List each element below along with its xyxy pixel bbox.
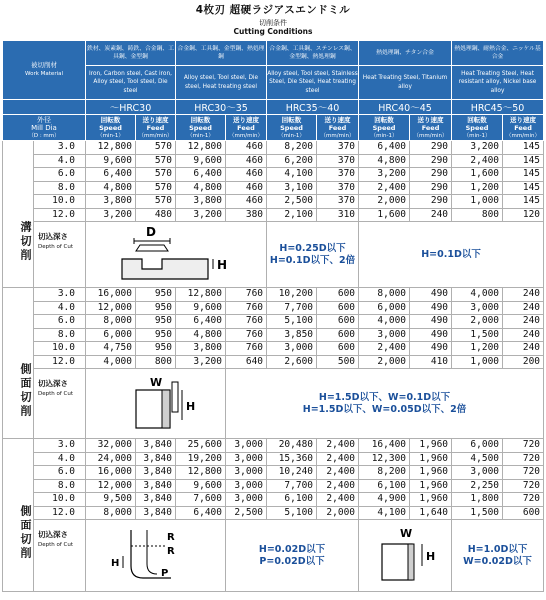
speed-cell: 2,600: [267, 355, 317, 369]
depth-of-cut-label: 切込深さ Depth of Cut: [34, 520, 86, 592]
speed-cell: 10,240: [267, 466, 317, 480]
speed-cell: 3,000: [359, 328, 410, 342]
table-row: [3, 315, 544, 329]
speed-cell: 6,200: [267, 154, 317, 168]
section-label: 溝切削: [3, 141, 34, 288]
speed-cell: 2,000: [452, 315, 503, 329]
feed-cell: 1,960: [410, 439, 452, 453]
feed-cell: 145: [503, 181, 544, 195]
depth-of-cut-label: 切込深さ Depth of Cut: [34, 222, 86, 288]
feed-cell: 1,960: [410, 479, 452, 493]
speed-cell: 2,400: [452, 154, 503, 168]
speed-cell: 6,400: [176, 506, 226, 520]
table-row: [3, 181, 544, 195]
speed-cell: 15,360: [267, 452, 317, 466]
feed-cell: 720: [503, 452, 544, 466]
speed-cell: 3,800: [86, 195, 136, 209]
speed-cell: 6,000: [452, 439, 503, 453]
speed-cell: 1,000: [452, 355, 503, 369]
svg-text:W: W: [149, 375, 162, 389]
feed-cell: 1,960: [410, 466, 452, 480]
speed-cell: 6,000: [359, 301, 410, 315]
feed-cell: 950: [136, 342, 176, 356]
speed-cell: 1,800: [452, 493, 503, 507]
radius-depth-note: H=0.02D以下 P=0.02D以下: [226, 520, 359, 592]
material-jp-5: 熱処理鋼、耐熱合金、ニッケル基合金: [452, 41, 544, 66]
mill-dia-cell: 8.0: [34, 328, 86, 342]
speed-cell: 2,500: [267, 195, 317, 209]
mill-dia-cell: 6.0: [34, 466, 86, 480]
speed-cell: 2,250: [452, 479, 503, 493]
feed-cell: 760: [226, 342, 267, 356]
feed-cell: 490: [410, 288, 452, 302]
hrc-3: HRC35～40: [267, 100, 359, 115]
hrc-spacer: [3, 100, 86, 115]
feed-header: 送り速度 Feed （mm/min）: [503, 115, 544, 141]
feed-cell: 290: [410, 168, 452, 182]
speed-cell: 12,800: [176, 288, 226, 302]
feed-cell: 240: [503, 301, 544, 315]
speed-cell: 1,600: [452, 168, 503, 182]
mill-dia-cell: 6.0: [34, 315, 86, 329]
feed-cell: 490: [410, 342, 452, 356]
table-row: [3, 479, 544, 493]
depth-of-cut-label: 切込深さ Depth of Cut: [34, 369, 86, 439]
table-row: [3, 506, 544, 520]
mill-dia-cell: 4.0: [34, 301, 86, 315]
feed-cell: 760: [226, 315, 267, 329]
hrc-4: HRC40～45: [359, 100, 452, 115]
feed-cell: 3,840: [136, 479, 176, 493]
speed-cell: 9,600: [86, 154, 136, 168]
feed-cell: 240: [503, 315, 544, 329]
mill-dia-cell: 3.0: [34, 288, 86, 302]
mill-dia-cell: 8.0: [34, 181, 86, 195]
feed-cell: 460: [226, 181, 267, 195]
table-row: [3, 493, 544, 507]
speed-cell: 6,100: [359, 479, 410, 493]
feed-cell: 570: [136, 181, 176, 195]
feed-cell: 2,500: [226, 506, 267, 520]
feed-cell: 3,840: [136, 439, 176, 453]
feed-cell: 950: [136, 288, 176, 302]
mill-dia-cell: 12.0: [34, 506, 86, 520]
section-label: 側面切削: [3, 439, 34, 592]
feed-cell: 3,840: [136, 493, 176, 507]
feed-cell: 720: [503, 439, 544, 453]
feed-cell: 3,000: [226, 439, 267, 453]
feed-cell: 3,840: [136, 466, 176, 480]
mill-dia-cell: 10.0: [34, 342, 86, 356]
svg-text:H: H: [110, 557, 119, 569]
speed-cell: 7,600: [176, 493, 226, 507]
mill-dia-cell: 8.0: [34, 479, 86, 493]
svg-text:H: H: [426, 549, 436, 563]
speed-header: 回転数 Speed （min-1）: [452, 115, 503, 141]
feed-cell: 800: [136, 355, 176, 369]
speed-cell: 2,400: [359, 181, 410, 195]
speed-cell: 4,000: [359, 315, 410, 329]
speed-cell: 7,700: [267, 301, 317, 315]
feed-cell: 2,400: [317, 439, 359, 453]
speed-cell: 3,200: [86, 208, 136, 222]
feed-cell: 490: [410, 328, 452, 342]
feed-cell: 240: [503, 342, 544, 356]
feed-cell: 570: [136, 195, 176, 209]
speed-cell: 9,500: [86, 493, 136, 507]
speed-cell: 16,400: [359, 439, 410, 453]
feed-cell: 3,840: [136, 506, 176, 520]
feed-cell: 2,400: [317, 479, 359, 493]
hrc-2: HRC30～35: [176, 100, 267, 115]
mill-dia-cell: 3.0: [34, 141, 86, 155]
feed-cell: 2,000: [317, 506, 359, 520]
speed-cell: 12,800: [176, 141, 226, 155]
feed-cell: 2,400: [317, 466, 359, 480]
feed-cell: 1,960: [410, 452, 452, 466]
hrc-5: HRC45～50: [452, 100, 544, 115]
feed-cell: 240: [410, 208, 452, 222]
speed-cell: 4,100: [267, 168, 317, 182]
table-row: [3, 355, 544, 369]
feed-cell: 460: [226, 168, 267, 182]
speed-header: 回転数 Speed （min-1）: [86, 115, 136, 141]
feed-cell: 200: [503, 355, 544, 369]
feed-cell: 290: [410, 195, 452, 209]
speed-cell: 9,600: [176, 301, 226, 315]
section-label: 側面切削: [3, 288, 34, 439]
feed-cell: 1,960: [410, 493, 452, 507]
feed-cell: 145: [503, 168, 544, 182]
speed-cell: 4,000: [452, 288, 503, 302]
speed-cell: 24,000: [86, 452, 136, 466]
speed-cell: 1,600: [359, 208, 410, 222]
speed-cell: 4,800: [359, 154, 410, 168]
feed-cell: 760: [226, 301, 267, 315]
side-figure-cell: [86, 369, 226, 439]
speed-cell: 4,100: [359, 506, 410, 520]
feed-cell: 240: [503, 328, 544, 342]
feed-cell: 240: [503, 288, 544, 302]
speed-cell: 8,000: [86, 506, 136, 520]
feed-cell: 145: [503, 195, 544, 209]
feed-cell: 370: [317, 195, 359, 209]
speed-cell: 20,480: [267, 439, 317, 453]
speed-cell: 800: [452, 208, 503, 222]
speed-cell: 8,200: [267, 141, 317, 155]
slot-depth-note-hard: H=0.1D以下: [359, 222, 544, 288]
feed-cell: 3,000: [226, 466, 267, 480]
svg-text:W: W: [400, 526, 413, 540]
speed-cell: 1,500: [452, 328, 503, 342]
feed-cell: 600: [317, 342, 359, 356]
feed-header: 送り速度 Feed （mm/min）: [226, 115, 267, 141]
feed-cell: 500: [317, 355, 359, 369]
feed-header: 送り速度 Feed （mm/min）: [317, 115, 359, 141]
speed-cell: 6,400: [359, 141, 410, 155]
speed-cell: 4,900: [359, 493, 410, 507]
mill-dia-cell: 10.0: [34, 493, 86, 507]
feed-cell: 760: [226, 288, 267, 302]
speed-cell: 9,600: [176, 154, 226, 168]
side-cut-figure: [106, 374, 206, 430]
table-row: [3, 452, 544, 466]
slot-figure-cell: [86, 222, 267, 288]
feed-cell: 950: [136, 328, 176, 342]
speed-cell: 3,200: [359, 168, 410, 182]
speed-cell: 4,800: [176, 181, 226, 195]
speed-header: 回転数 Speed （min-1）: [176, 115, 226, 141]
feed-cell: 370: [317, 168, 359, 182]
material-jp-2: 合金鋼、工具鋼、金型鋼、熱処理鋼: [176, 41, 267, 66]
feed-cell: 460: [226, 195, 267, 209]
mill-dia-cell: 4.0: [34, 452, 86, 466]
feed-cell: 1,640: [410, 506, 452, 520]
finish-depth-note: H=1.0D以下 W=0.02D以下: [452, 520, 544, 592]
speed-cell: 6,400: [176, 315, 226, 329]
feed-cell: 490: [410, 301, 452, 315]
mill-dia-cell: 3.0: [34, 439, 86, 453]
subtitle-jp: 切削条件: [259, 19, 287, 27]
feed-cell: 290: [410, 141, 452, 155]
speed-cell: 4,800: [176, 328, 226, 342]
hrc-1: ～HRC30: [86, 100, 176, 115]
slot-cut-figure: [116, 225, 236, 281]
speed-cell: 16,000: [86, 466, 136, 480]
speed-cell: 9,600: [176, 479, 226, 493]
svg-text:H: H: [185, 399, 195, 413]
speed-cell: 2,000: [359, 195, 410, 209]
feed-cell: 2,400: [317, 493, 359, 507]
speed-cell: 32,000: [86, 439, 136, 453]
feed-header: 送り速度 Feed （mm/min）: [136, 115, 176, 141]
feed-cell: 370: [317, 154, 359, 168]
speed-header: 回転数 Speed （min-1）: [267, 115, 317, 141]
svg-text:D: D: [146, 224, 156, 239]
feed-cell: 3,000: [226, 479, 267, 493]
radius-cut-figure: [101, 526, 211, 582]
speed-cell: 6,400: [176, 168, 226, 182]
feed-cell: 640: [226, 355, 267, 369]
speed-cell: 2,000: [359, 355, 410, 369]
material-en-2: Alloy steel, Tool steel, Die steel, Heat treating steel: [176, 66, 267, 100]
table-row: [3, 154, 544, 168]
speed-cell: 3,000: [267, 342, 317, 356]
svg-text:H: H: [217, 257, 228, 272]
mill-dia-header: 外径 Mill Dia （D : mm）: [3, 115, 86, 141]
mill-dia-cell: 10.0: [34, 195, 86, 209]
speed-cell: 4,750: [86, 342, 136, 356]
material-en-1: Iron, Carbon steel, Cast iron, Alloy steel, Tool steel, Die steel: [86, 66, 176, 100]
speed-cell: 12,300: [359, 452, 410, 466]
feed-cell: 950: [136, 315, 176, 329]
mill-dia-cell: 6.0: [34, 168, 86, 182]
table-row: [3, 195, 544, 209]
speed-cell: 5,100: [267, 315, 317, 329]
speed-cell: 3,200: [176, 208, 226, 222]
mill-dia-cell: 12.0: [34, 208, 86, 222]
finish-figure-cell: [359, 520, 452, 592]
material-en-5: Heat Treating Steel, Heat resistant alloy, Nickel base alloy: [452, 66, 544, 100]
table-row: [3, 301, 544, 315]
feed-cell: 720: [503, 493, 544, 507]
feed-cell: 950: [136, 301, 176, 315]
table-row: [3, 466, 544, 480]
speed-cell: 12,800: [86, 141, 136, 155]
feed-cell: 760: [226, 328, 267, 342]
speed-cell: 4,500: [452, 452, 503, 466]
table-row: [3, 342, 544, 356]
feed-cell: 480: [136, 208, 176, 222]
table-row: [3, 328, 544, 342]
feed-cell: 490: [410, 315, 452, 329]
svg-text:P: P: [160, 567, 168, 579]
material-en-3: Alloy steel, Tool steel, Stainless Steel, Die Steel, Heat treating steel: [267, 66, 359, 100]
speed-header: 回転数 Speed （min-1）: [359, 115, 410, 141]
feed-cell: 2,400: [317, 452, 359, 466]
mill-dia-cell: 4.0: [34, 154, 86, 168]
table-row: [3, 208, 544, 222]
work-material-header: 被切削材 Work Material: [3, 41, 86, 100]
speed-cell: 7,700: [267, 479, 317, 493]
feed-cell: 600: [317, 288, 359, 302]
feed-cell: 370: [317, 141, 359, 155]
material-en-4: Heat Treating Steel, Titanium alloy: [359, 66, 452, 100]
feed-cell: 120: [503, 208, 544, 222]
speed-cell: 3,200: [452, 141, 503, 155]
speed-cell: 1,200: [452, 181, 503, 195]
mill-dia-cell: 12.0: [34, 355, 86, 369]
speed-cell: 3,800: [176, 195, 226, 209]
table-row: [3, 439, 544, 453]
subtitle-en: Cutting Conditions: [233, 27, 313, 36]
cutting-conditions-table: [2, 40, 544, 592]
feed-cell: 600: [317, 315, 359, 329]
speed-cell: 6,100: [267, 493, 317, 507]
speed-cell: 10,200: [267, 288, 317, 302]
feed-cell: 370: [317, 181, 359, 195]
speed-cell: 25,600: [176, 439, 226, 453]
speed-cell: 12,000: [86, 301, 136, 315]
speed-cell: 12,000: [86, 479, 136, 493]
speed-cell: 1,200: [452, 342, 503, 356]
feed-cell: 380: [226, 208, 267, 222]
feed-cell: 570: [136, 154, 176, 168]
speed-cell: 19,200: [176, 452, 226, 466]
table-row: [3, 168, 544, 182]
feed-cell: 3,840: [136, 452, 176, 466]
speed-cell: 3,000: [452, 466, 503, 480]
feed-cell: 290: [410, 154, 452, 168]
feed-cell: 145: [503, 141, 544, 155]
finish-cut-figure: [360, 526, 450, 582]
speed-cell: 1,500: [452, 506, 503, 520]
feed-cell: 600: [317, 301, 359, 315]
page-title: 4枚刃 超硬ラジアスエンドミル: [195, 4, 351, 16]
speed-cell: 6,000: [86, 328, 136, 342]
material-jp-1: 鉄材、炭素鋼、鋳鉄、合金鋼、工具鋼、金型鋼: [86, 41, 176, 66]
material-jp-3: 合金鋼、工具鋼、ステンレス鋼、金型鋼、熱処理鋼: [267, 41, 359, 66]
speed-cell: 4,800: [86, 181, 136, 195]
speed-cell: 3,100: [267, 181, 317, 195]
feed-cell: 600: [317, 328, 359, 342]
feed-cell: 310: [317, 208, 359, 222]
material-jp-4: 熱処理鋼、チタン合金: [359, 41, 452, 66]
feed-cell: 720: [503, 466, 544, 480]
feed-cell: 720: [503, 479, 544, 493]
speed-cell: 8,200: [359, 466, 410, 480]
speed-cell: 4,000: [86, 355, 136, 369]
slot-depth-note: H=0.25D以下 H=0.1D以下、2倍: [267, 222, 359, 288]
speed-cell: 6,400: [86, 168, 136, 182]
feed-cell: 460: [226, 141, 267, 155]
table-row: [3, 288, 544, 302]
feed-cell: 3,000: [226, 493, 267, 507]
svg-text:R: R: [166, 531, 175, 543]
speed-cell: 16,000: [86, 288, 136, 302]
speed-cell: 5,100: [267, 506, 317, 520]
svg-text:R: R: [166, 545, 175, 557]
speed-cell: 3,200: [176, 355, 226, 369]
feed-cell: 600: [503, 506, 544, 520]
side-depth-note: H=1.5D以下、W=0.1D以下 H=1.5D以下、W=0.05D以下、2倍: [226, 369, 544, 439]
feed-cell: 145: [503, 154, 544, 168]
speed-cell: 3,850: [267, 328, 317, 342]
feed-cell: 570: [136, 168, 176, 182]
feed-cell: 570: [136, 141, 176, 155]
table-row: [3, 141, 544, 155]
speed-cell: 3,000: [452, 301, 503, 315]
speed-cell: 3,800: [176, 342, 226, 356]
speed-cell: 8,000: [359, 288, 410, 302]
feed-cell: 460: [226, 154, 267, 168]
radius-figure-cell: [86, 520, 226, 592]
feed-header: 送り速度 Feed （mm/min）: [410, 115, 452, 141]
speed-cell: 2,100: [267, 208, 317, 222]
feed-cell: 410: [410, 355, 452, 369]
feed-cell: 3,000: [226, 452, 267, 466]
feed-cell: 290: [410, 181, 452, 195]
speed-cell: 12,800: [176, 466, 226, 480]
speed-cell: 2,400: [359, 342, 410, 356]
speed-cell: 1,000: [452, 195, 503, 209]
speed-cell: 8,000: [86, 315, 136, 329]
